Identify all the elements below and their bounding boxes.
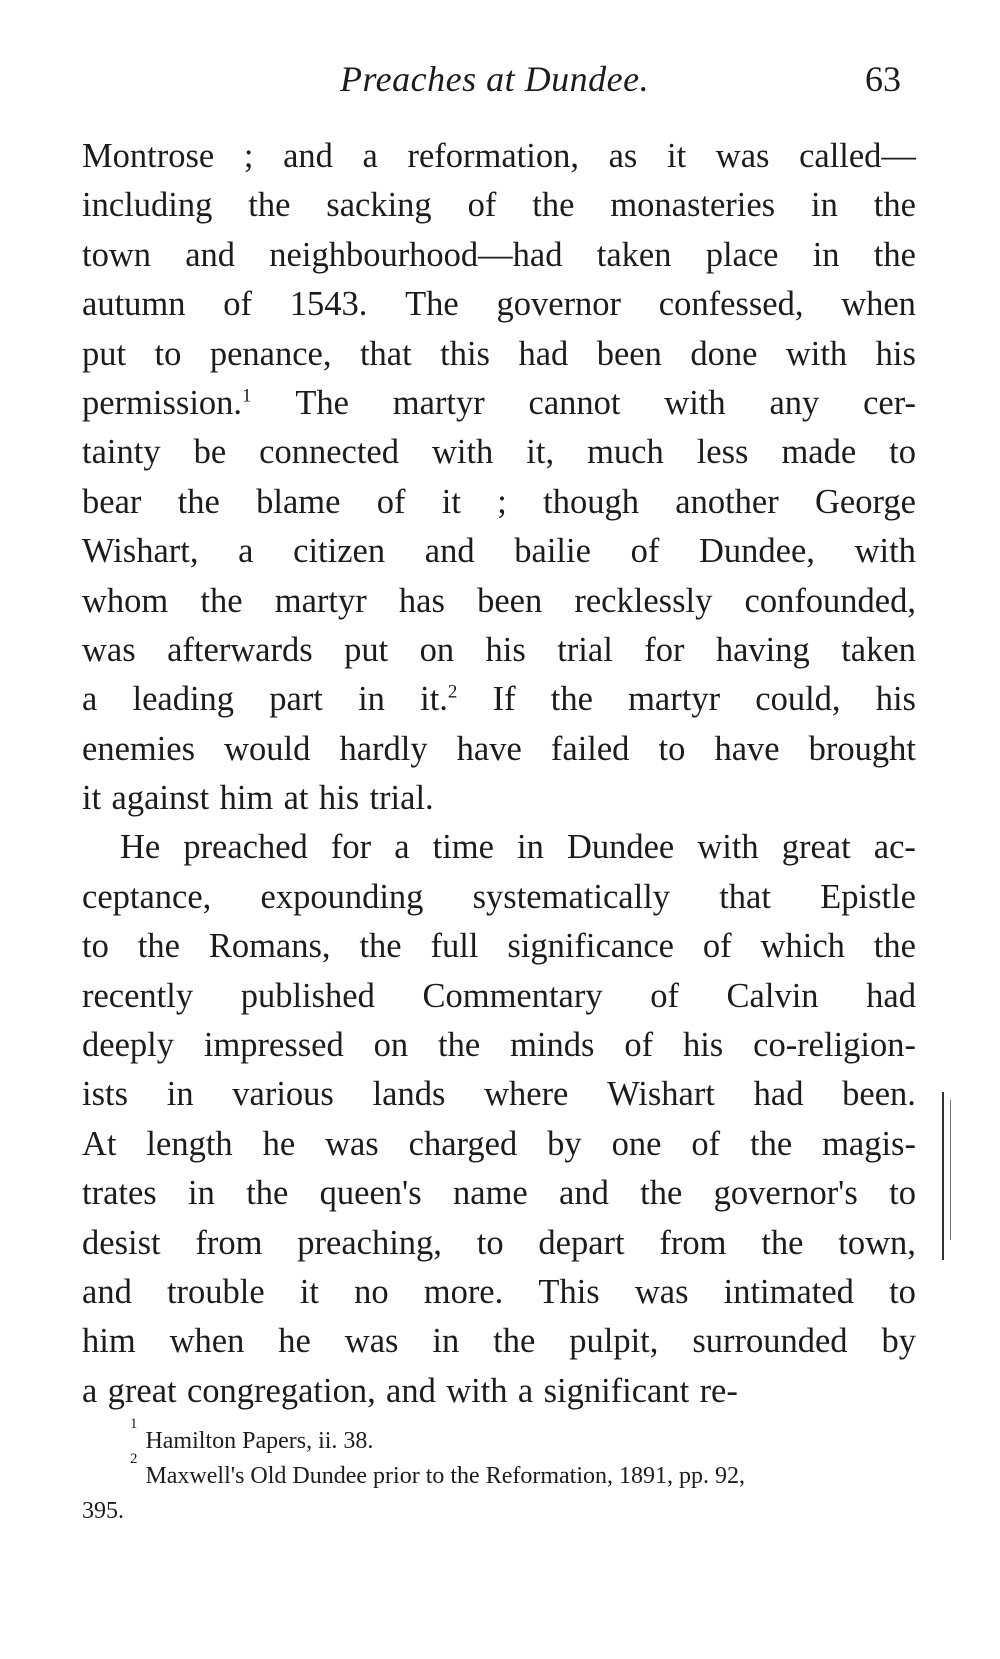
footnote-continuation [82, 1494, 916, 1529]
footnote [82, 1416, 916, 1459]
margin-rule [950, 1100, 951, 1240]
running-title: Preaches at Dundee. [340, 59, 650, 99]
margin-rule [942, 1092, 944, 1260]
text-line: town and neighbourhood—had taken place in the [82, 235, 916, 274]
running-header [0, 58, 1000, 108]
text-line: it against him at his trial. [82, 779, 434, 818]
page-number: 63 [865, 59, 901, 99]
text-line: trates in the queen's name and the governor's to [82, 1174, 916, 1213]
text-line: permission.$^1$ The martyr cannot with any cer- [82, 383, 916, 422]
text-line: bear the blame of it ; though another George [82, 482, 916, 521]
text-line: enemies would hardly have failed to have brought [82, 729, 916, 768]
footnotes [82, 1416, 916, 1529]
text-line: Montrose ; and a reformation, as it was called— [82, 137, 916, 175]
body-text [82, 132, 916, 1416]
footnote [82, 1451, 916, 1494]
text-line: ceptance, expounding systematically that Epistle [82, 877, 916, 916]
text-line: He preached for a time in Dundee with great ac- [120, 828, 916, 867]
text-line: a great congregation, and with a significant re- [82, 1371, 738, 1410]
margin-marks [940, 1092, 960, 1262]
text-line: autumn of 1543. The governor confessed, when [82, 285, 916, 324]
text-line: recently published Commentary of Calvin had [82, 976, 916, 1015]
text-line: him when he was in the pulpit, surrounded by [82, 1322, 916, 1361]
footnote-text: Hamilton Papers, ii. 38. [145, 1428, 374, 1454]
footnote-marker: 1 [130, 1416, 138, 1432]
text-line: At length he was charged by one of the magis- [82, 1124, 916, 1163]
text-line: desist from preaching, to depart from the town, [82, 1223, 916, 1262]
text-line: was afterwards put on his trial for having taken [82, 630, 916, 669]
footnote-reference: 1 [242, 385, 252, 407]
text-line: ists in various lands where Wishart had been. [82, 1075, 916, 1114]
text-line: Wishart, a citizen and bailie of Dundee, with [82, 532, 916, 571]
footnote-text: Maxwell's Old Dundee prior to the Reformation, 1891, pp. 92, [145, 1463, 745, 1489]
text-line: deeply impressed on the minds of his co-religion- [82, 1026, 916, 1065]
text-line: a leading part in it.$^2$ If the martyr could, his [82, 680, 916, 719]
text-line: and trouble it no more. This was intimated to [82, 1272, 916, 1311]
footnote-reference: 2 [447, 681, 458, 703]
text-line: whom the martyr has been recklessly confounded, [82, 581, 916, 620]
text-line: including the sacking of the monasteries in the [82, 186, 916, 225]
footnote-text: 395. [82, 1498, 124, 1524]
text-line: tainty be connected with it, much less made to [82, 433, 916, 472]
text-line: put to penance, that this had been done with his [82, 334, 916, 373]
footnote-marker: 2 [130, 1451, 138, 1467]
text-line: to the Romans, the full significance of which the [82, 927, 916, 966]
